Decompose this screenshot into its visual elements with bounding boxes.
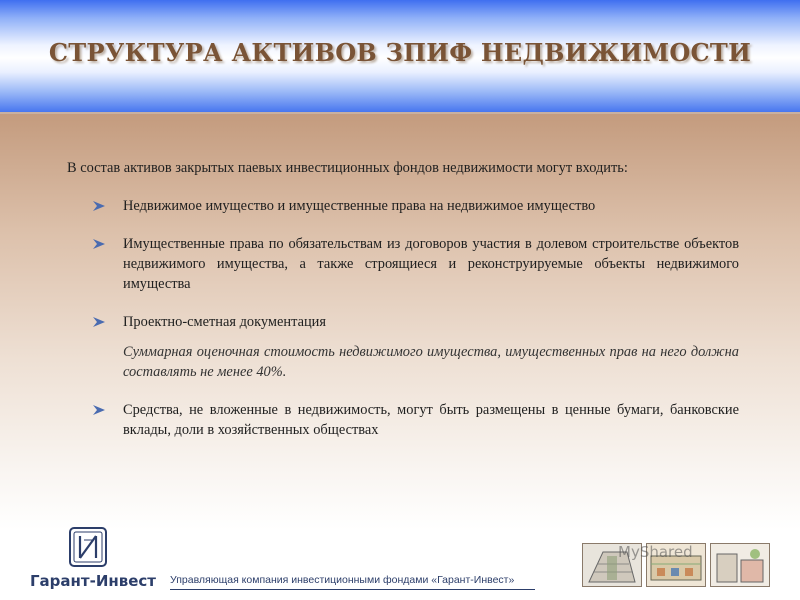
main-content (67, 158, 739, 458)
header-banner (0, 0, 800, 114)
arrow-bullet-icon (91, 196, 107, 216)
note-text: Суммарная оценочная стоимость недвижимого имущества, имущественных прав на него должна составлять не менее 40%. (123, 344, 739, 380)
page-title: СТРУКТУРА АКТИВОВ ЗПИФ НЕДВИЖИМОСТИ (48, 38, 752, 67)
arrow-bullet-icon (91, 312, 107, 332)
watermark-text: MyShared (618, 543, 693, 561)
brand-name: Гарант-Инвест (30, 572, 156, 590)
list-item-text: Имущественные права по обязательствам из договоров участия в долевом строительстве объектов недвижимого имущества, а также строящиеся и реконструируемые объекты недвижимого имущества (123, 236, 739, 292)
list-item-text: Недвижимое имущество и имущественные права на недвижимое имущество (123, 198, 596, 214)
intro-text: В состав активов закрытых паевых инвестиционных фондов недвижимости могут входить: (67, 160, 628, 176)
asset-list (67, 196, 739, 440)
thumbnail-image (710, 543, 770, 587)
list-item (67, 312, 739, 332)
list-item-text: Средства, не вложенные в недвижимость, могут быть размещены в ценные бумаги, банковские вклады, доли в хозяйственных обществах (123, 402, 739, 438)
list-item (67, 234, 739, 294)
arrow-bullet-icon (91, 234, 107, 254)
footer-divider (170, 589, 535, 590)
arrow-bullet-icon (91, 400, 107, 420)
list-item (67, 196, 739, 216)
list-item (67, 400, 739, 440)
footer-tagline: Управляющая компания инвестиционными фондами «Гарант-Инвест» (170, 574, 515, 586)
list-item-text: Проектно-сметная документация (123, 314, 326, 330)
